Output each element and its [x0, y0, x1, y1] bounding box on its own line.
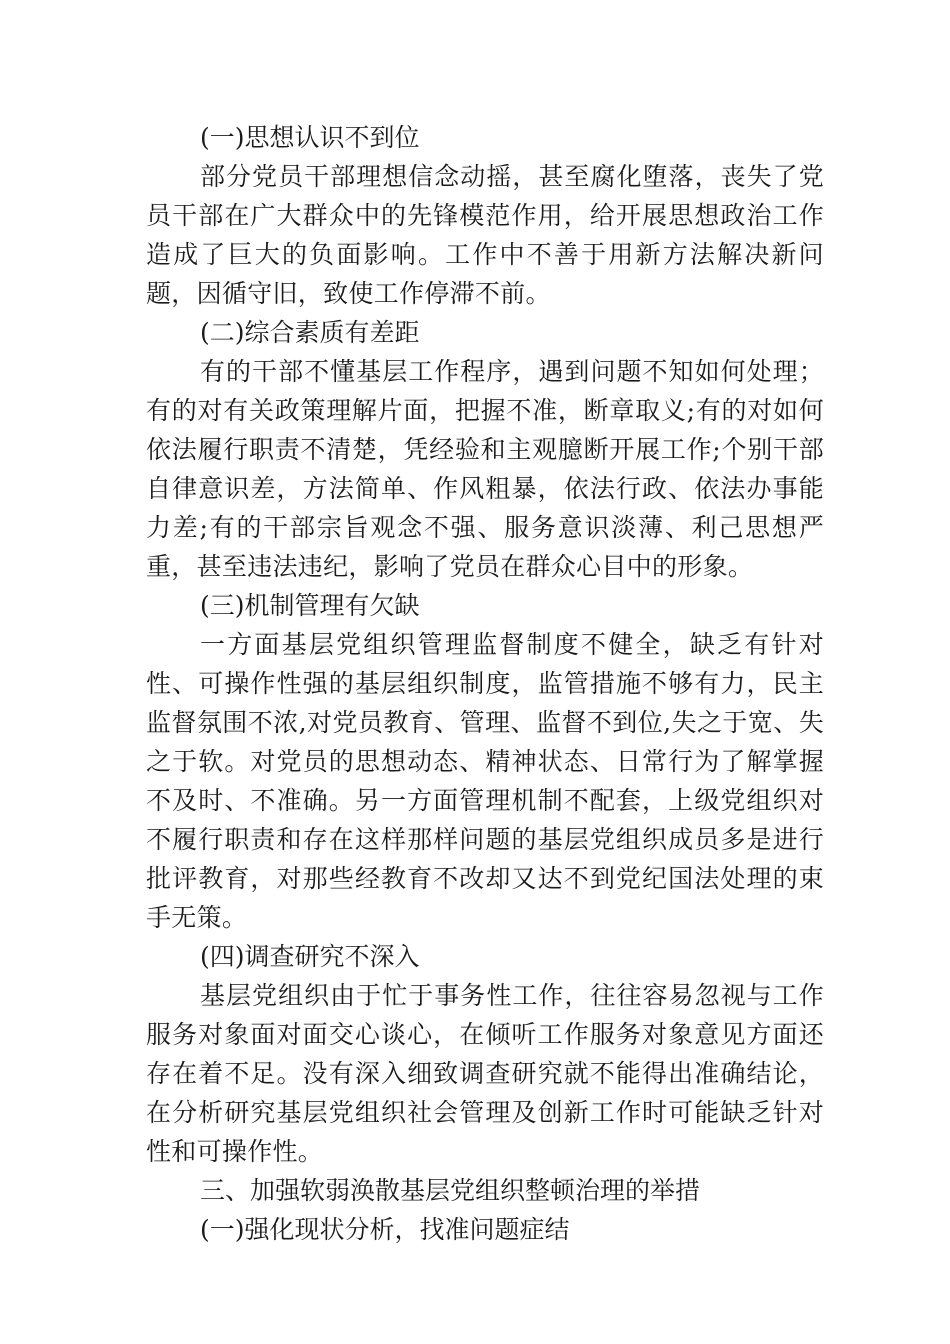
section-heading-3: (三)机制管理有欠缺 — [200, 591, 420, 620]
document-body — [146, 118, 824, 1249]
body-paragraph-1: 部分党员干部理想信念动摇，甚至腐化堕落，丧失了党员干部在广大群众中的先锋模范作用，给开展思想政治工作造成了巨大的负面影响。工作中不善于用新方法解决新问题，因循守旧，致使工作停滞不前。 — [146, 162, 824, 308]
body-paragraph-3: 一方面基层党组织管理监督制度不健全，缺乏有针对性、可操作性强的基层组织制度，监管措施不够有力，民主监督氛围不浓,对党员教育、管理、监督不到位,失之于宽、失之于软。对党员的思想动态、精神状态、日常行为了解掌握不及时、不准确。另一方面管理机制不配套，上级党组织对不履行职责和存在这样那样问题的基层党组织成员多是进行批评教育，对那些经教育不改却又达不到党纪国法处理的束手无策。 — [146, 630, 824, 932]
body-paragraph-4: 基层党组织由于忙于事务性工作，往往容易忽视与工作服务对象面对面交心谈心，在倾听工作服务对象意见方面还存在着不足。没有深入细致调查研究就不能得出准确结论，在分析研究基层党组织社会管理及创新工作时可能缺乏针对性和可操作性。 — [146, 981, 824, 1166]
section-heading-1: (一)思想认识不到位 — [200, 123, 420, 152]
subsection-heading-1: (一)强化现状分析，找准问题症结 — [200, 1215, 570, 1244]
chapter-heading-3: 三、加强软弱涣散基层党组织整顿治理的举措 — [200, 1176, 701, 1205]
section-heading-4: (四)调查研究不深入 — [200, 942, 420, 971]
body-paragraph-2: 有的干部不懂基层工作程序，遇到问题不知如何处理；有的对有关政策理解片面，把握不准，断章取义;有的对如何依法履行职责不清楚，凭经验和主观臆断开展工作;个别干部自律意识差，方法简单、作风粗暴，依法行政、依法办事能力差;有的干部宗旨观念不强、服务意识淡薄、利己思想严重，甚至违法违纪，影响了党员在群众心目中的形象。 — [146, 357, 824, 581]
section-heading-2: (二)综合素质有差距 — [200, 318, 420, 347]
